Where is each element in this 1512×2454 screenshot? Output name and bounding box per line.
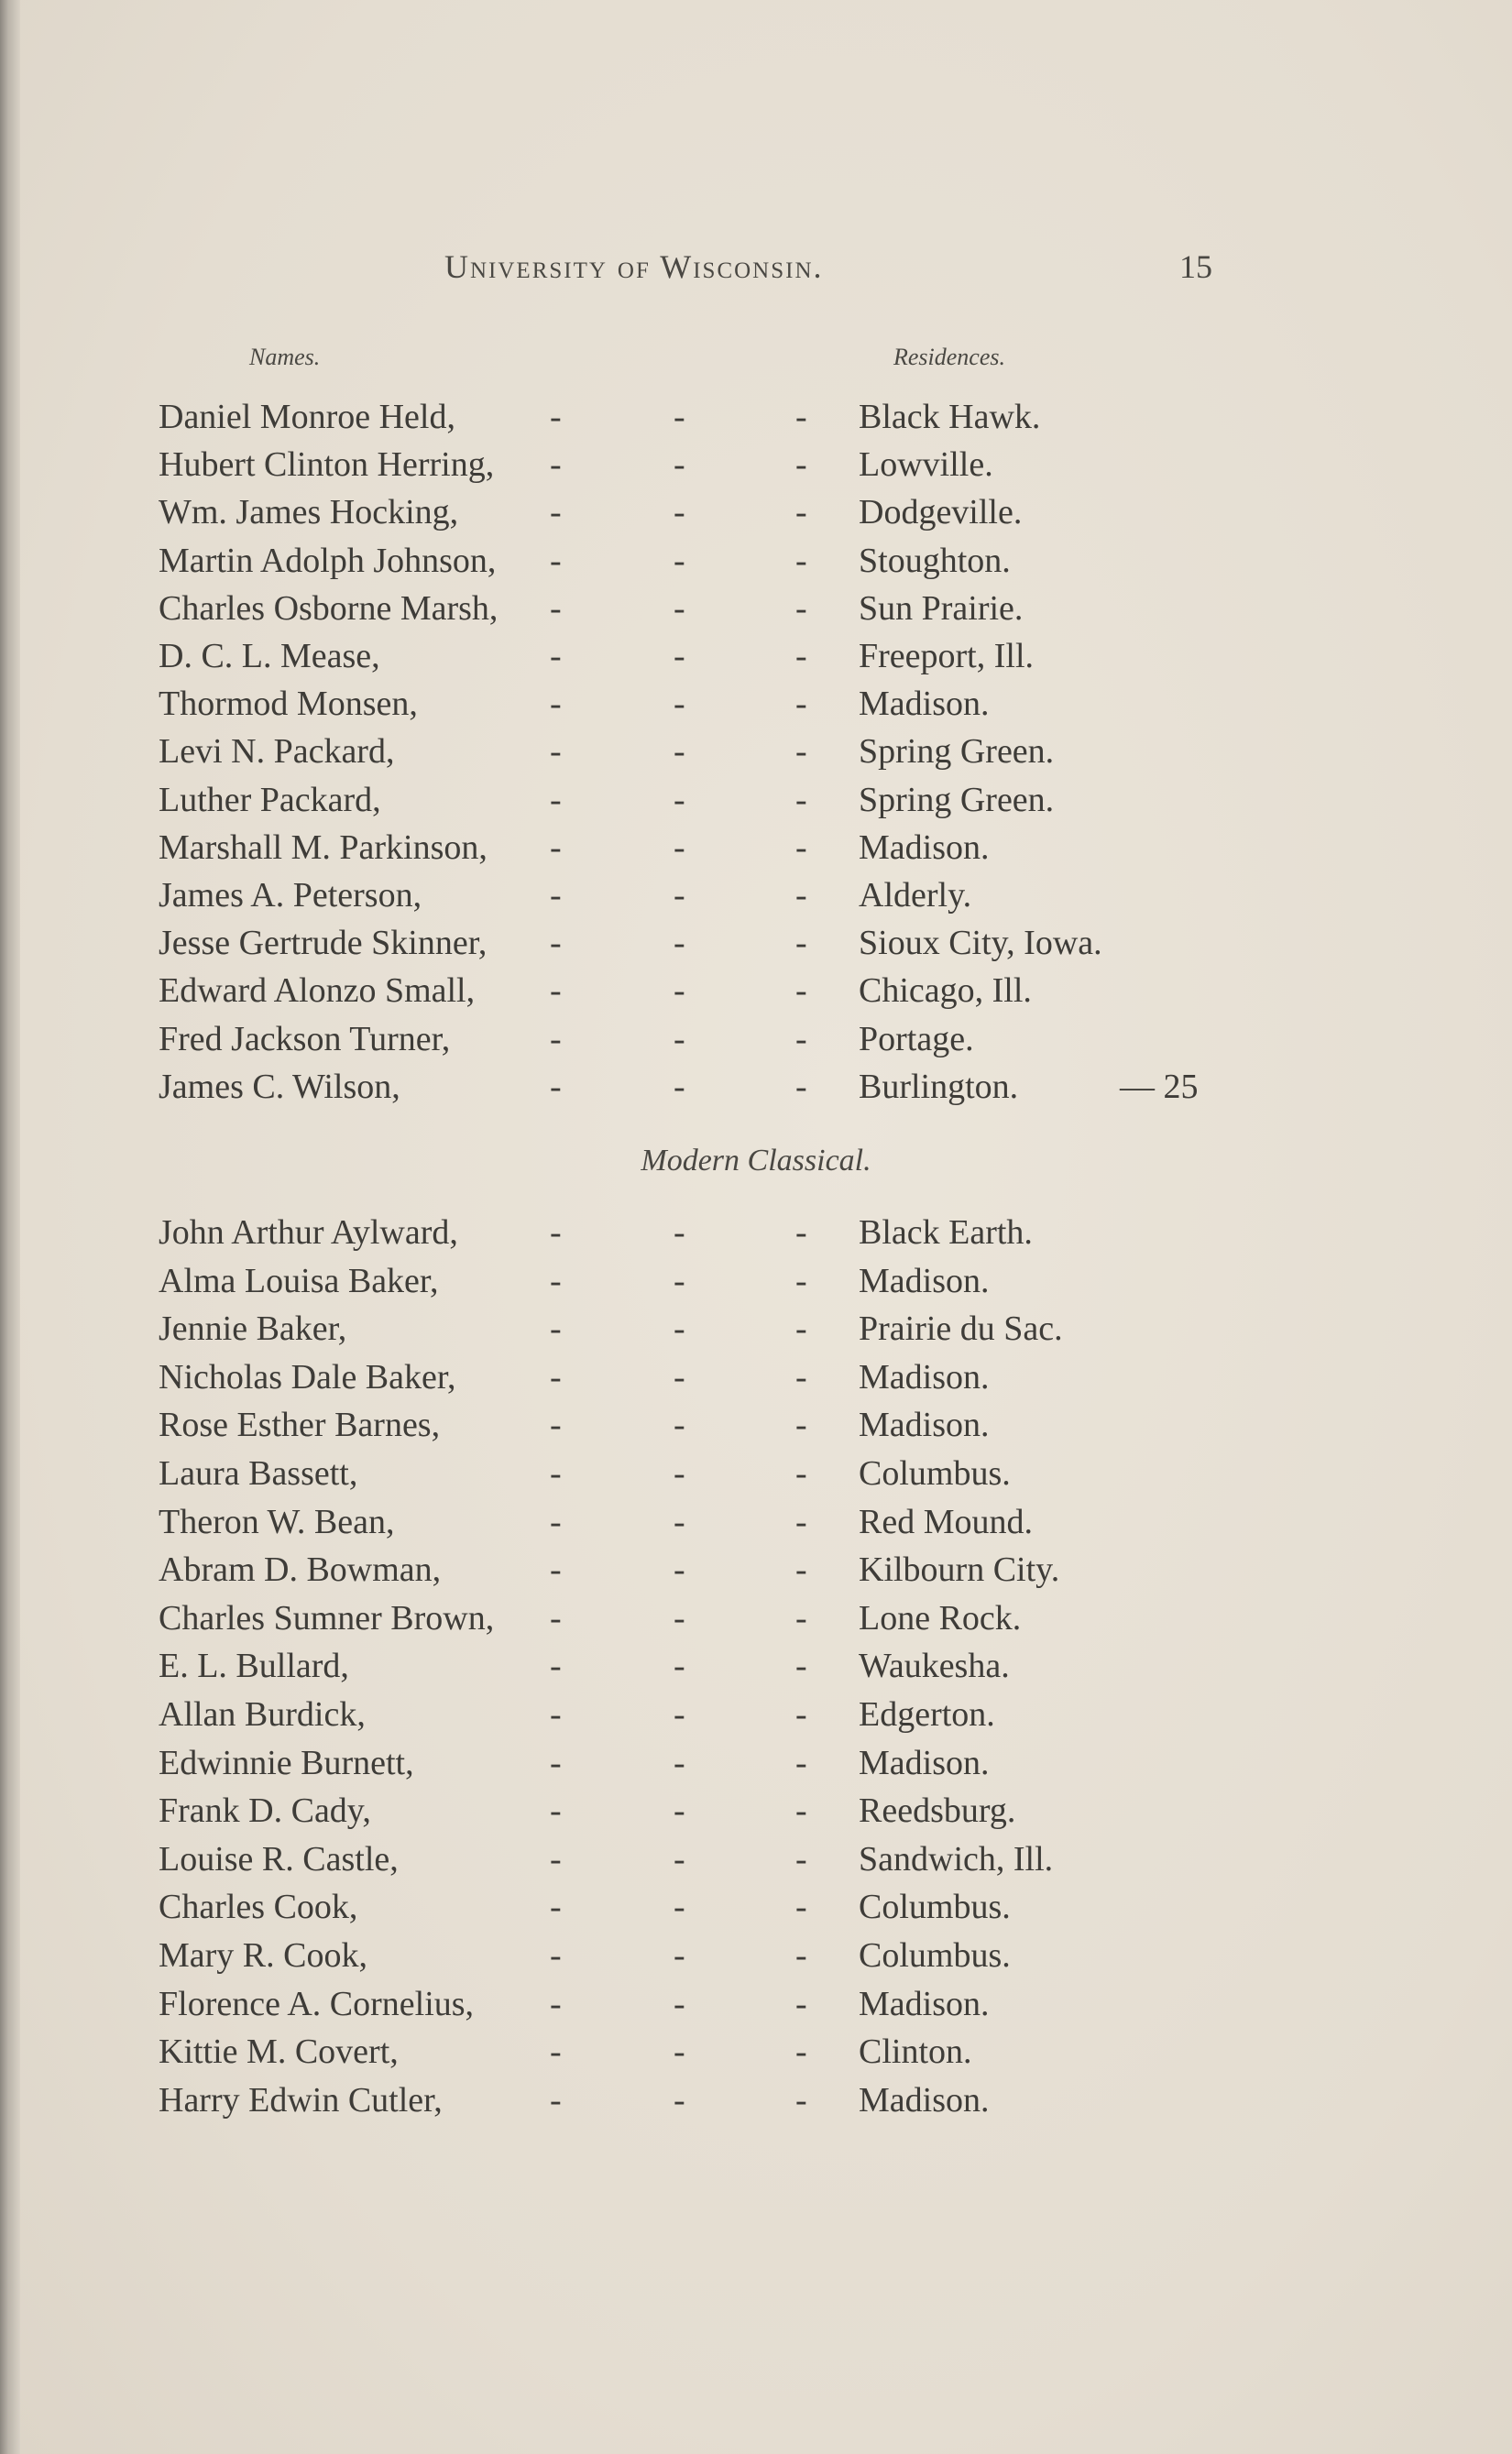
leader-dash: - [674, 2032, 685, 2072]
leader-dash: - [550, 1550, 562, 1590]
leader-dash: - [795, 1743, 807, 1782]
student-residence: Reedsburg. [859, 1791, 1016, 1831]
leader-dash: - [674, 1888, 685, 1927]
list-item [0, 444, 1512, 492]
leader-dash: - [674, 541, 685, 580]
student-residence: Sandwich, Ill. [859, 1839, 1054, 1879]
student-residence: Red Mound. [859, 1502, 1033, 1541]
student-name: Rose Esther Barnes, [159, 1406, 441, 1445]
leader-dash: - [795, 1839, 807, 1879]
student-name: Allan Burdick, [159, 1695, 366, 1734]
leader-dash: - [550, 732, 562, 772]
list-item [0, 875, 1512, 923]
student-residence: Spring Green. [859, 732, 1055, 772]
leader-dash: - [674, 493, 685, 532]
leader-dash: - [795, 1647, 807, 1686]
leader-dash: - [795, 445, 807, 485]
header-title: University of Wisconsin. [444, 248, 824, 285]
leader-dash: - [550, 1598, 562, 1638]
leader-dash: - [795, 827, 807, 867]
leader-dash: - [550, 541, 562, 580]
student-residence: Dodgeville. [859, 493, 1023, 532]
leader-dash: - [795, 1067, 807, 1106]
student-residence: Madison. [859, 1743, 990, 1782]
student-name: Charles Sumner Brown, [159, 1598, 495, 1638]
leader-dash: - [795, 2032, 807, 2072]
residences-column-heading: Residences. [893, 344, 1006, 370]
leader-dash: - [795, 398, 807, 436]
student-residence: Madison. [859, 1984, 990, 2023]
student-name: Daniel Monroe Held, [159, 398, 455, 436]
student-name: Marshall M. Parkinson, [159, 827, 488, 867]
leader-dash: - [795, 588, 807, 628]
student-residence: Black Hawk. [859, 398, 1041, 436]
student-name: Charles Osborne Marsh, [159, 588, 499, 628]
leader-dash: - [550, 924, 562, 963]
leader-dash: - [674, 1598, 685, 1638]
leader-dash: - [550, 1936, 562, 1975]
leader-dash: - [674, 1743, 685, 1782]
student-residence: Portage. [859, 1019, 974, 1058]
list-item [0, 492, 1512, 540]
leader-dash: - [674, 1550, 685, 1590]
student-residence: Columbus. [859, 1936, 1011, 1975]
student-residence: Waukesha. [859, 1647, 1010, 1686]
leader-dash: - [674, 1454, 685, 1493]
list-item [0, 1646, 1512, 1693]
student-name: Jennie Baker, [159, 1309, 347, 1349]
student-residence: Burlington. [859, 1067, 1019, 1106]
student-residence: Lowville. [859, 445, 993, 485]
leader-dash: - [550, 445, 562, 485]
leader-dash: - [795, 1888, 807, 1927]
student-residence: Spring Green. [859, 780, 1055, 819]
student-name: Harry Edwin Cutler, [159, 2080, 443, 2120]
leader-dash: - [795, 1261, 807, 1300]
student-name: Theron W. Bean, [159, 1502, 395, 1541]
student-residence: Columbus. [859, 1454, 1011, 1493]
list-item [0, 1839, 1512, 1887]
leader-dash: - [550, 588, 562, 628]
leader-dash: - [550, 1454, 562, 1493]
student-name: Jesse Gertrude Skinner, [159, 924, 488, 963]
leader-dash: - [795, 637, 807, 675]
leader-dash: - [674, 1261, 685, 1300]
leader-dash: - [674, 1647, 685, 1686]
leader-dash: - [550, 1839, 562, 1879]
leader-dash: - [550, 971, 562, 1011]
page-number: 15 [1179, 248, 1212, 285]
leader-dash: - [550, 827, 562, 867]
leader-dash: - [674, 1019, 685, 1058]
student-name: Laura Bassett, [159, 1454, 358, 1493]
student-name: Mary R. Cook, [159, 1936, 367, 1975]
student-name: James C. Wilson, [159, 1067, 400, 1106]
leader-dash: - [674, 827, 685, 867]
leader-dash: - [550, 1695, 562, 1734]
leader-dash: - [674, 1791, 685, 1831]
student-name: Louise R. Castle, [159, 1839, 399, 1879]
student-name: Edwinnie Burnett, [159, 1743, 414, 1782]
leader-dash: - [550, 1984, 562, 2023]
student-name: Florence A. Cornelius, [159, 1984, 475, 2023]
student-name: Edward Alonzo Small, [159, 971, 476, 1011]
leader-dash: - [795, 732, 807, 772]
list-item [0, 1067, 1512, 1114]
list-item [0, 1935, 1512, 1983]
list-item [0, 1261, 1512, 1309]
list-item [0, 1984, 1512, 2032]
leader-dash: - [795, 541, 807, 580]
leader-dash: - [674, 1357, 685, 1397]
student-name: Charles Cook, [159, 1888, 358, 1927]
leader-dash: - [674, 1309, 685, 1349]
leader-dash: - [550, 876, 562, 915]
leader-dash: - [674, 1213, 685, 1252]
list-item [0, 731, 1512, 779]
leader-dash: - [795, 1502, 807, 1541]
leader-dash: - [674, 732, 685, 772]
list-item [0, 1550, 1512, 1597]
leader-dash: - [795, 971, 807, 1011]
leader-dash: - [795, 2080, 807, 2120]
leader-dash: - [550, 637, 562, 675]
student-residence: Chicago, Ill. [859, 971, 1032, 1011]
leader-dash: - [550, 1019, 562, 1058]
student-name: Frank D. Cady, [159, 1791, 371, 1831]
leader-dash: - [795, 1695, 807, 1734]
section-count: — 25 [1120, 1067, 1199, 1106]
student-name: Wm. James Hocking, [159, 493, 459, 532]
names-column-heading: Names. [249, 344, 321, 370]
student-residence: Madison. [859, 827, 990, 867]
list-item [0, 1502, 1512, 1550]
student-residence: Madison. [859, 1261, 990, 1300]
leader-dash: - [795, 1598, 807, 1638]
leader-dash: - [674, 1839, 685, 1879]
leader-dash: - [795, 1791, 807, 1831]
leader-dash: - [550, 1502, 562, 1541]
student-name: Kittie M. Covert, [159, 2032, 399, 2072]
list-item [0, 923, 1512, 970]
student-name: Martin Adolph Johnson, [159, 541, 497, 580]
leader-dash: - [550, 780, 562, 819]
leader-dash: - [795, 876, 807, 915]
leader-dash: - [674, 971, 685, 1011]
leader-dash: - [674, 398, 685, 436]
leader-dash: - [795, 493, 807, 532]
list-item [0, 970, 1512, 1018]
leader-dash: - [550, 1406, 562, 1445]
student-residence: Madison. [859, 1406, 990, 1445]
student-residence: Prairie du Sac. [859, 1309, 1063, 1349]
leader-dash: - [795, 1213, 807, 1252]
list-item [0, 2032, 1512, 2079]
leader-dash: - [795, 1936, 807, 1975]
student-residence: Stoughton. [859, 541, 1011, 580]
leader-dash: - [674, 1936, 685, 1975]
leader-dash: - [550, 1067, 562, 1106]
leader-dash: - [674, 2080, 685, 2120]
leader-dash: - [550, 1647, 562, 1686]
leader-dash: - [550, 1309, 562, 1349]
leader-dash: - [674, 637, 685, 675]
leader-dash: - [550, 398, 562, 436]
student-name: Alma Louisa Baker, [159, 1261, 439, 1300]
leader-dash: - [674, 1695, 685, 1734]
list-item [0, 684, 1512, 731]
student-name: Luther Packard, [159, 780, 381, 819]
leader-dash: - [550, 2080, 562, 2120]
section-heading-modern-classical: Modern Classical. [641, 1144, 871, 1178]
list-item [0, 1309, 1512, 1356]
leader-dash: - [674, 445, 685, 485]
leader-dash: - [674, 1502, 685, 1541]
list-item [0, 1791, 1512, 1838]
student-residence: Black Earth. [859, 1213, 1033, 1252]
student-name: E. L. Bullard, [159, 1647, 349, 1686]
list-item [0, 1694, 1512, 1742]
list-item [0, 827, 1512, 875]
student-residence: Lone Rock. [859, 1598, 1022, 1638]
student-residence: Madison. [859, 1357, 990, 1397]
leader-dash: - [550, 1357, 562, 1397]
student-residence: Sun Prairie. [859, 588, 1024, 628]
leader-dash: - [795, 1309, 807, 1349]
leader-dash: - [795, 924, 807, 963]
list-item [0, 1743, 1512, 1791]
student-name: James A. Peterson, [159, 876, 422, 915]
leader-dash: - [550, 685, 562, 724]
leader-dash: - [795, 1019, 807, 1058]
student-residence: Clinton. [859, 2032, 972, 2072]
leader-dash: - [674, 876, 685, 915]
leader-dash: - [795, 1357, 807, 1397]
leader-dash: - [795, 1406, 807, 1445]
leader-dash: - [550, 1213, 562, 1252]
list-item [0, 588, 1512, 636]
student-name: Abram D. Bowman, [159, 1550, 442, 1590]
leader-dash: - [550, 493, 562, 532]
leader-dash: - [674, 924, 685, 963]
list-item [0, 2080, 1512, 2128]
leader-dash: - [550, 1791, 562, 1831]
list-item [0, 1453, 1512, 1501]
student-residence: Freeport, Ill. [859, 637, 1035, 675]
leader-dash: - [550, 1261, 562, 1300]
student-name: Fred Jackson Turner, [159, 1019, 451, 1058]
list-item [0, 636, 1512, 684]
list-item [0, 1212, 1512, 1260]
leader-dash: - [674, 1067, 685, 1106]
leader-dash: - [550, 1743, 562, 1782]
student-name: Thormod Monsen, [159, 685, 418, 724]
list-item [0, 1357, 1512, 1405]
list-item [0, 397, 1512, 444]
leader-dash: - [795, 780, 807, 819]
leader-dash: - [795, 685, 807, 724]
leader-dash: - [550, 1888, 562, 1927]
student-residence: Columbus. [859, 1888, 1011, 1927]
student-residence: Madison. [859, 2080, 990, 2120]
leader-dash: - [795, 1984, 807, 2023]
student-name: Levi N. Packard, [159, 732, 395, 772]
running-header [0, 247, 1512, 293]
leader-dash: - [674, 588, 685, 628]
student-name: John Arthur Aylward, [159, 1213, 458, 1252]
list-item [0, 1598, 1512, 1646]
student-residence: Alderly. [859, 876, 972, 915]
list-item [0, 541, 1512, 588]
leader-dash: - [674, 1984, 685, 2023]
list-item [0, 1019, 1512, 1067]
student-name: Hubert Clinton Herring, [159, 445, 495, 485]
student-residence: Sioux City, Iowa. [859, 924, 1102, 963]
student-name: D. C. L. Mease, [159, 637, 380, 675]
leader-dash: - [674, 685, 685, 724]
leader-dash: - [795, 1454, 807, 1493]
student-residence: Kilbourn City. [859, 1550, 1060, 1590]
student-name: Nicholas Dale Baker, [159, 1357, 456, 1397]
leader-dash: - [550, 2032, 562, 2072]
leader-dash: - [795, 1550, 807, 1590]
leader-dash: - [674, 780, 685, 819]
list-item [0, 780, 1512, 827]
list-item [0, 1887, 1512, 1934]
leader-dash: - [674, 1406, 685, 1445]
student-residence: Madison. [859, 685, 990, 724]
student-residence: Edgerton. [859, 1695, 995, 1734]
list-item [0, 1405, 1512, 1452]
